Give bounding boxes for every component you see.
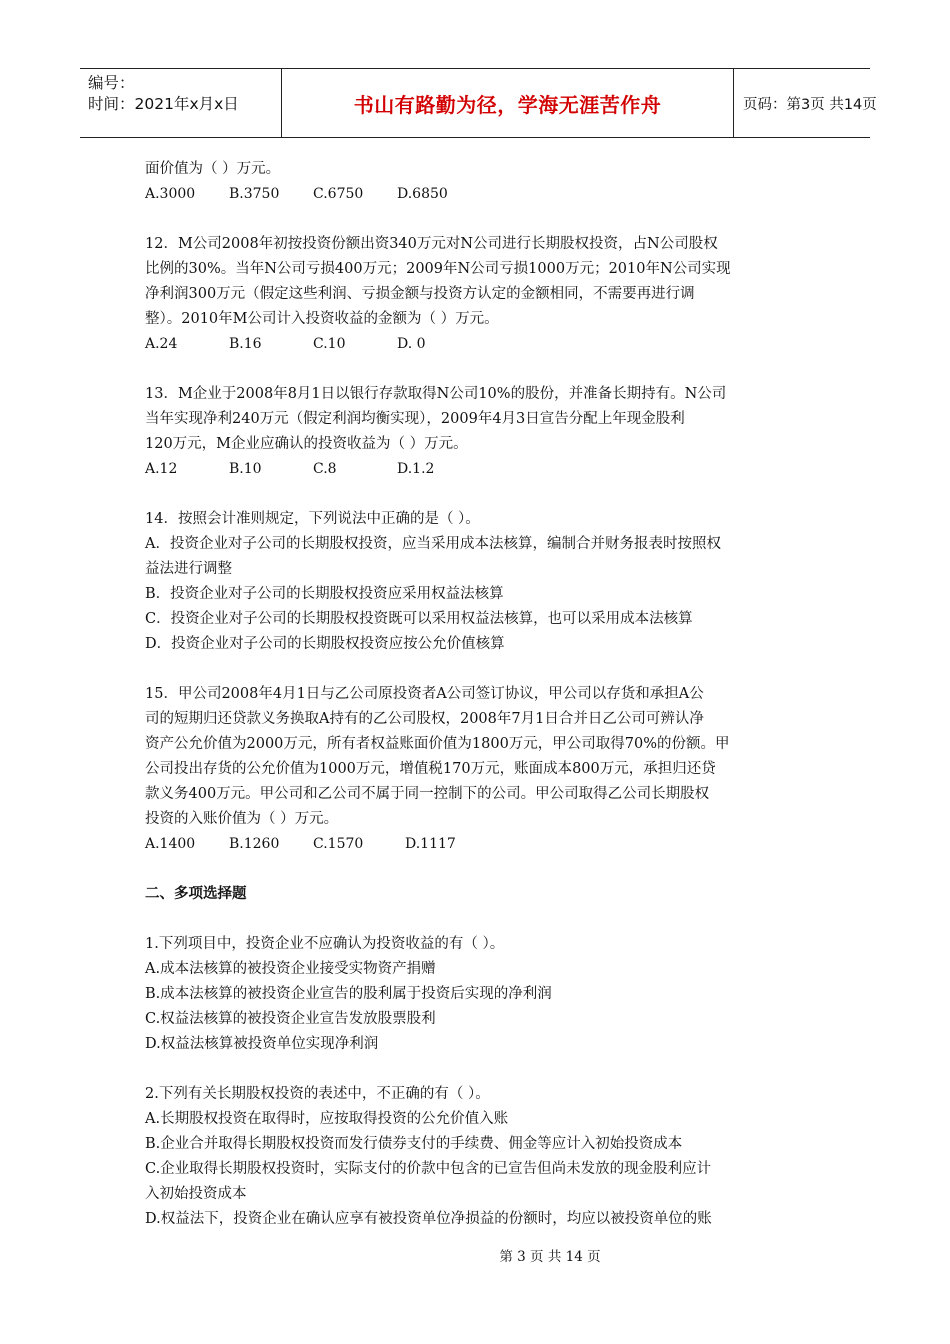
document-body <box>145 157 810 1232</box>
option-line: D.权益法下，投资企业在确认应享有被投资单位净损益的份额时，均应以被投资单位的账 <box>145 1211 712 1227</box>
question-text-line: 面价值为（ ）万元。 <box>145 161 281 177</box>
option-a: A.1400 <box>145 836 196 852</box>
question-text-line: 益法进行调整 <box>145 561 232 577</box>
question-text-line: 资产公允价值为2000万元，所有者权益账面价值为1800万元，甲公司取得70%的份额。甲 <box>145 736 730 752</box>
option-a: A.12 <box>145 461 178 477</box>
option-row <box>145 832 810 857</box>
question-text-line: 款义务400万元。甲公司和乙公司不属于同一控制下的公司。甲公司取得乙公司长期股权 <box>145 786 710 802</box>
page-number: 第 3 页 共 14 页 <box>499 1249 601 1265</box>
page-footer <box>0 1245 950 1265</box>
question-14 <box>145 507 810 657</box>
question-text-line: 净利润300万元（假定这些利润、亏损金额与投资方认定的金额相同，不需要再进行调 <box>145 286 695 302</box>
option-c: C.10 <box>313 336 346 352</box>
question-text-line: 13．M企业于2008年8月1日以银行存款取得N公司10%的股份，并准备长期持有。N公司 <box>145 386 727 402</box>
question-15 <box>145 682 810 857</box>
multi-question-1 <box>145 932 810 1057</box>
option-c: C.1570 <box>313 836 364 852</box>
option-line: D.权益法核算被投资单位实现净利润 <box>145 1036 379 1052</box>
question-text-line: C．投资企业对子公司的长期股权投资既可以采用权益法核算，也可以采用成本法核算 <box>145 611 693 627</box>
header-meta <box>80 69 282 137</box>
question-12 <box>145 232 810 357</box>
question-text-line: 2.下列有关长期股权投资的表述中，不正确的有（ ）。 <box>145 1086 490 1102</box>
multi-question-2 <box>145 1082 810 1232</box>
question-text-line: B．投资企业对子公司的长期股权投资应采用权益法核算 <box>145 586 504 602</box>
question-text-line: 比例的30%。当年N公司亏损400万元；2009年N公司亏损1000万元；2010年N公司实现 <box>145 261 731 277</box>
option-row <box>145 332 810 357</box>
option-c: C.8 <box>313 461 337 477</box>
question-text-line: 司的短期归还贷款义务换取A持有的乙公司股权，2008年7月1日合并日乙公司可辨认净 <box>145 711 704 727</box>
option-a: A.24 <box>145 336 178 352</box>
header-motto: 书山有路勤为径，学海无涯苦作舟 <box>282 69 734 137</box>
option-line: A.成本法核算的被投资企业接受实物资产捐赠 <box>145 961 436 977</box>
option-b: B.16 <box>229 336 262 352</box>
option-row <box>145 182 810 207</box>
option-line: B.成本法核算的被投资企业宣告的股利属于投资后实现的净利润 <box>145 986 552 1002</box>
question-text-line: D．投资企业对子公司的长期股权投资应按公允价值核算 <box>145 636 505 652</box>
question-text-line: 15．甲公司2008年4月1日与乙公司原投资者A公司签订协议，甲公司以存货和承担A公 <box>145 686 704 702</box>
option-c: C.6750 <box>313 186 364 202</box>
document-number-label: 编号： <box>88 74 135 92</box>
option-a: A.3000 <box>145 186 196 202</box>
option-b: B.10 <box>229 461 262 477</box>
option-line: 入初始投资成本 <box>145 1186 247 1202</box>
option-line: C.企业取得长期股权投资时，实际支付的价款中包含的已宣告但尚未发放的现金股利应计 <box>145 1161 712 1177</box>
question-11-tail <box>145 157 810 207</box>
question-text-line: 整）。2010年M公司计入投资收益的金额为（ ）万元。 <box>145 311 499 327</box>
option-row <box>145 457 810 482</box>
option-line: B.企业合并取得长期股权投资而发行债券支付的手续费、佣金等应计入初始投资成本 <box>145 1136 683 1152</box>
question-text-line: 当年实现净利240万元（假定利润均衡实现），2009年4月3日宣告分配上年现金股利 <box>145 411 685 427</box>
option-d: D.1.2 <box>397 461 435 477</box>
question-text-line: 14．按照会计准则规定，下列说法中正确的是（ ）。 <box>145 511 480 527</box>
question-text-line: 12．M公司2008年初按投资份额出资340万元对N公司进行长期股权投资，占N公司股权 <box>145 236 718 252</box>
question-13 <box>145 382 810 482</box>
page-header <box>80 68 877 138</box>
option-line: C.权益法核算的被投资企业宣告发放股票股利 <box>145 1011 436 1027</box>
header-page-info: 页码：第3页 共14页 <box>743 96 877 113</box>
section-title-multiple-choice: 二、多项选择题 <box>145 886 247 902</box>
option-d: D.1117 <box>405 836 456 852</box>
question-text-line: 公司投出存货的公允价值为1000万元，增值税170万元，账面成本800万元，承担归还贷 <box>145 761 716 777</box>
question-text-line: A．投资企业对子公司的长期股权投资，应当采用成本法核算，编制合并财务报表时按照权 <box>145 536 721 552</box>
question-text-line: 投资的入账价值为（ ）万元。 <box>145 811 339 827</box>
document-time-label: 时间：2021年x月x日 <box>88 95 239 113</box>
option-line: A.长期股权投资在取得时，应按取得投资的公允价值入账 <box>145 1111 509 1127</box>
question-text-line: 1.下列项目中，投资企业不应确认为投资收益的有（ ）。 <box>145 936 505 952</box>
option-b: B.1260 <box>229 836 280 852</box>
question-text-line: 120万元，M企业应确认的投资收益为（ ）万元。 <box>145 436 468 452</box>
option-d: D. 0 <box>397 336 426 352</box>
option-b: B.3750 <box>229 186 280 202</box>
option-d: D.6850 <box>397 186 448 202</box>
